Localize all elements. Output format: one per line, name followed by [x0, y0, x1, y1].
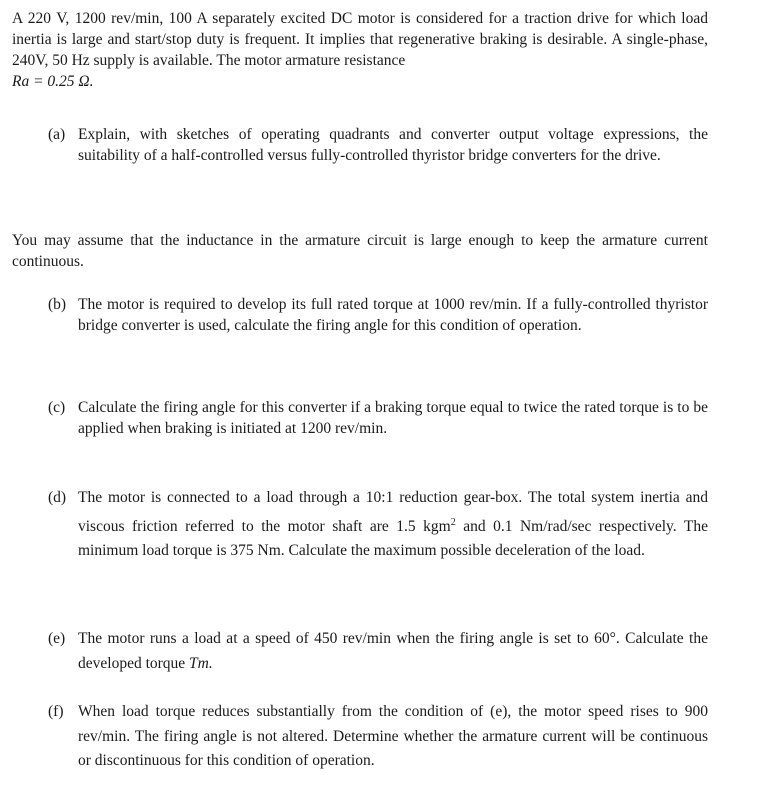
question-b [48, 294, 708, 336]
question-c-label: (c) [48, 399, 66, 416]
question-a-text: Explain, with sketches of operating quadrants and converter output voltage expressions, the suitability of a half-controlled versus fully-controlled thyristor bridge converters for the drive. [78, 126, 708, 164]
question-d-text-part-2: and 0.1 Nm/rad/sec respectively. The minimum load torque is 375 Nm. Calculate the maximum possible deceleration of the load. [78, 517, 708, 560]
question-b-text: The motor is required to develop its full rated torque at 1000 rev/min. If a fully-controlled thyristor bridge converter is used, calculate the firing angle for this condition of operation. [78, 296, 708, 334]
question-b-label: (b) [48, 296, 67, 313]
question-c-text: Calculate the firing angle for this converter if a braking torque equal to twice the rated torque is to be applied when braking is initiated at 1200 rev/min. [78, 399, 708, 437]
intro-text: A 220 V, 1200 rev/min, 100 A separately excited DC motor is considered for a traction drive for which load inertia is large and start/stop duty is frequent. It implies that regenerative braking is desirable. A single-phase, 240V, 50 Hz supply is available. The motor armature resistance [12, 10, 708, 69]
question-d [48, 486, 708, 564]
problem-intro [12, 8, 708, 92]
question-f-label: (f) [48, 703, 64, 720]
question-e [48, 627, 708, 676]
question-a [48, 124, 708, 166]
question-a-label: (a) [48, 126, 66, 143]
question-d-superscript: 2 [450, 516, 456, 528]
assumption-note: You may assume that the inductance in the armature circuit is large enough to keep the armature current continuous. [12, 232, 708, 270]
question-e-body: The motor runs a load at a speed of 450 rev/min when the firing angle is set to 60°. Calculate the developed torque [78, 630, 708, 672]
question-f [48, 700, 708, 774]
question-d-label: (d) [48, 489, 67, 506]
question-f-text: When load torque reduces substantially from the condition of (e), the motor speed rises to 900 rev/min. The firing angle is not altered. Determine whether the armature current will be continuous or discontinuous for this condition of operation. [78, 703, 708, 769]
question-d-text-part-1: The motor is connected to a load through a 10:1 reduction gear-box. The total system inertia and viscous friction referred to the motor shaft are 1.5 kgm [78, 489, 708, 535]
developed-torque-symbol: Tm. [189, 654, 213, 672]
armature-resistance: Ra = 0.25 Ω. [12, 73, 94, 90]
question-c [48, 397, 708, 439]
question-d-text [78, 486, 708, 564]
question-e-text [78, 627, 708, 676]
question-e-label: (e) [48, 630, 66, 647]
